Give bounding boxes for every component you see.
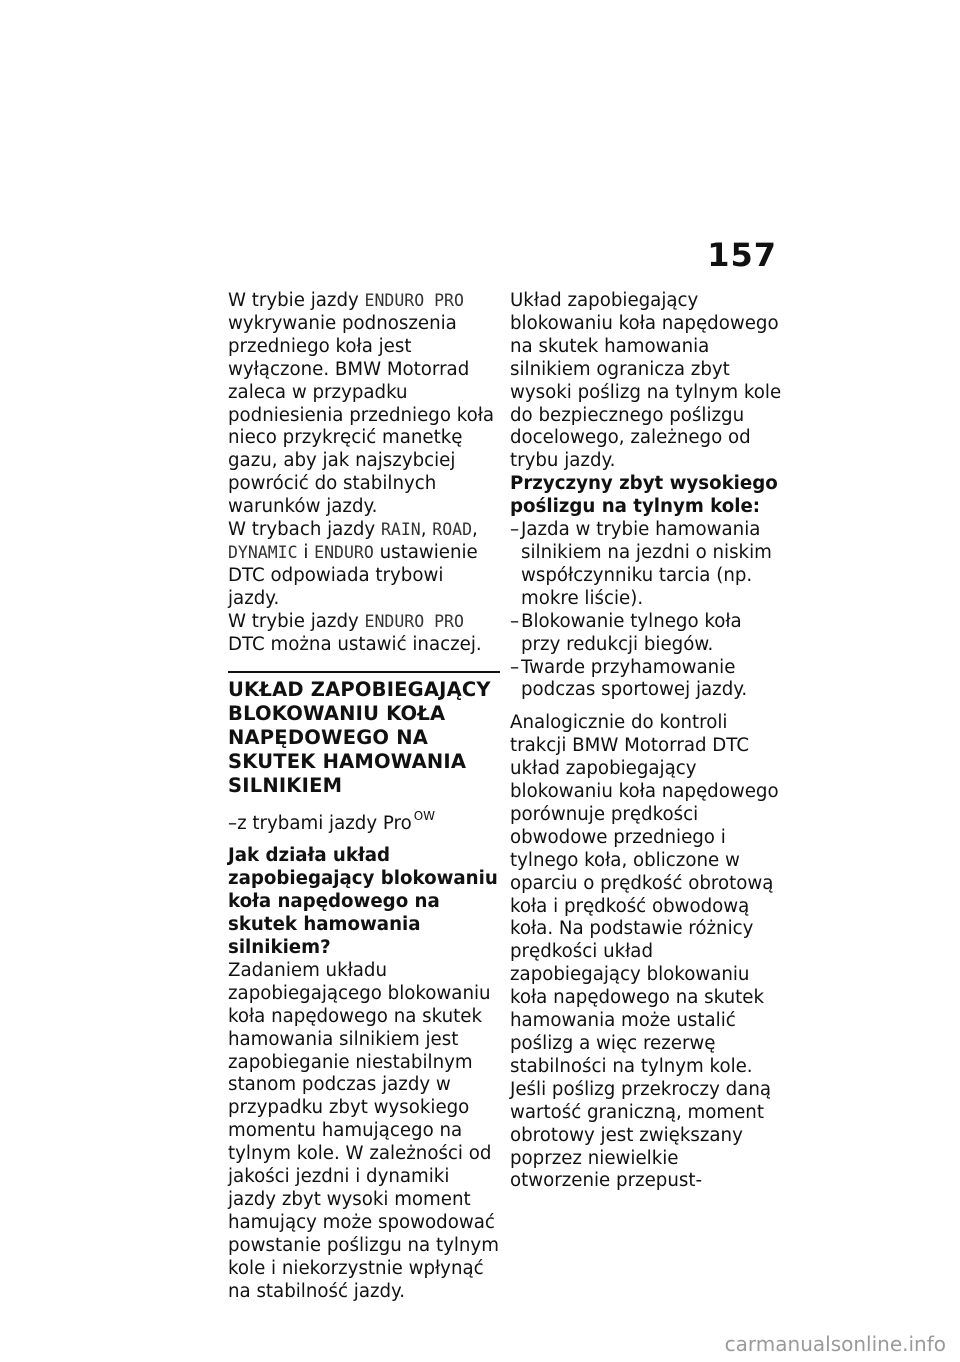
paragraph-analogous-dtc: Analogicznie do kontroli trakcji BMW Motorrad DTC układ zapobiegający blokowaniu koła napędowego porównuje prędkości obwodowe przedniego i tylnego koła, obliczone w oparciu o prędkość obrotową koła i prędkość obwodową koła. Na podstawie różnicy prędkości układ zapobiegający blokowaniu koła napędowego na skutek hamowania może ustalić poślizg a więc rezerwę stabilności na tylnym kole. [510, 712, 779, 1077]
paragraph-purpose: Zadaniem układu zapobiegającego blokowaniu koła napędowego na skutek hamowania silnikiem jest zapobieganie niestabilnym stanom podczas jazdy w przypadku zbyt wysokiego momentu hamującego na tylnym kole. W zależności od jakości jezdni i dynamiki jazdy zbyt wysoki moment hamujący może spowodować powstanie poślizgu na tylnym kole i niekorzystnie wpłynąć na stabilność jazdy. [228, 959, 499, 1302]
mode-road: ROAD [432, 520, 473, 540]
watermark: carmanualsonline.info [724, 1332, 946, 1356]
section-title: UKŁAD ZAPOBIEGAJĄCY BLOKOWANIU KOŁA NAPĘDOWEGO NA SKUTEK HAMOWANIA SILNIKIEM [228, 671, 500, 799]
right-column [510, 290, 782, 1193]
list-item: – Twarde przyhamowanie podczas sportowej jazdy. [510, 656, 748, 701]
causes-list [510, 519, 782, 702]
mode-dynamic: DYNAMIC [228, 542, 298, 562]
mode-enduro-pro-2: ENDURO PRO [364, 611, 464, 631]
mode-rain: RAIN [380, 520, 421, 540]
page-number: 157 [707, 236, 777, 274]
heading-causes: Przyczyny zbyt wysokiego poślizgu na tylnym kole: [510, 473, 778, 518]
option-note: –z trybami jazdy Pro $^{OW}$ [228, 808, 436, 834]
paragraph-dtc-enduro-pro: W trybie jazdy ENDURO PRO DTC można ustawić inaczej. [228, 610, 482, 655]
paragraph-limits-slip: Układ zapobiegający blokowaniu koła napędowego na skutek hamowania silnikiem ogranicza zbyt wysoki poślizg na tylnym kole do bezpiecznego poślizgu docelowego, zależnego od trybu jazdy. [510, 290, 782, 472]
list-item: – Jazda w trybie hamowania silnikiem na jezdni o niskim współczynniku tarcia (np. mokre liście). [510, 519, 772, 609]
paragraph-dtc-modes: W trybach jazdy RAIN, ROAD, DYNAMIC i ENDURO ustawienie DTC odpowiada trybowi jazdy. [228, 519, 478, 609]
mode-enduro: ENDURO [314, 542, 374, 562]
subheading-how-it-works: Jak działa układ zapobiegający blokowaniu koła napędowego na skutek hamowania silnikiem? [228, 845, 498, 959]
paragraph-threshold: Jeśli poślizg przekroczy daną wartość graniczną, moment obrotowy jest zwiększany poprzez niewielkie otworzenie przepust- [510, 1078, 771, 1192]
list-item: – Blokowanie tylnego koła przy redukcji biegów. [510, 610, 742, 655]
paragraph-enduro-pro-wheelie: W trybie jazdy ENDURO PRO wykrywanie podnoszenia przedniego koła jest wyłączone. BMW Motorrad zaleca w przypadku podniesienia przedniego koła nieco przykręcić manetkę gazu, aby jak najszybciej powrócić do stabilnych warunków jazdy. [228, 290, 495, 518]
option-code: OW [413, 808, 436, 823]
left-column [228, 290, 500, 1304]
mode-enduro-pro: ENDURO PRO [364, 291, 464, 310]
